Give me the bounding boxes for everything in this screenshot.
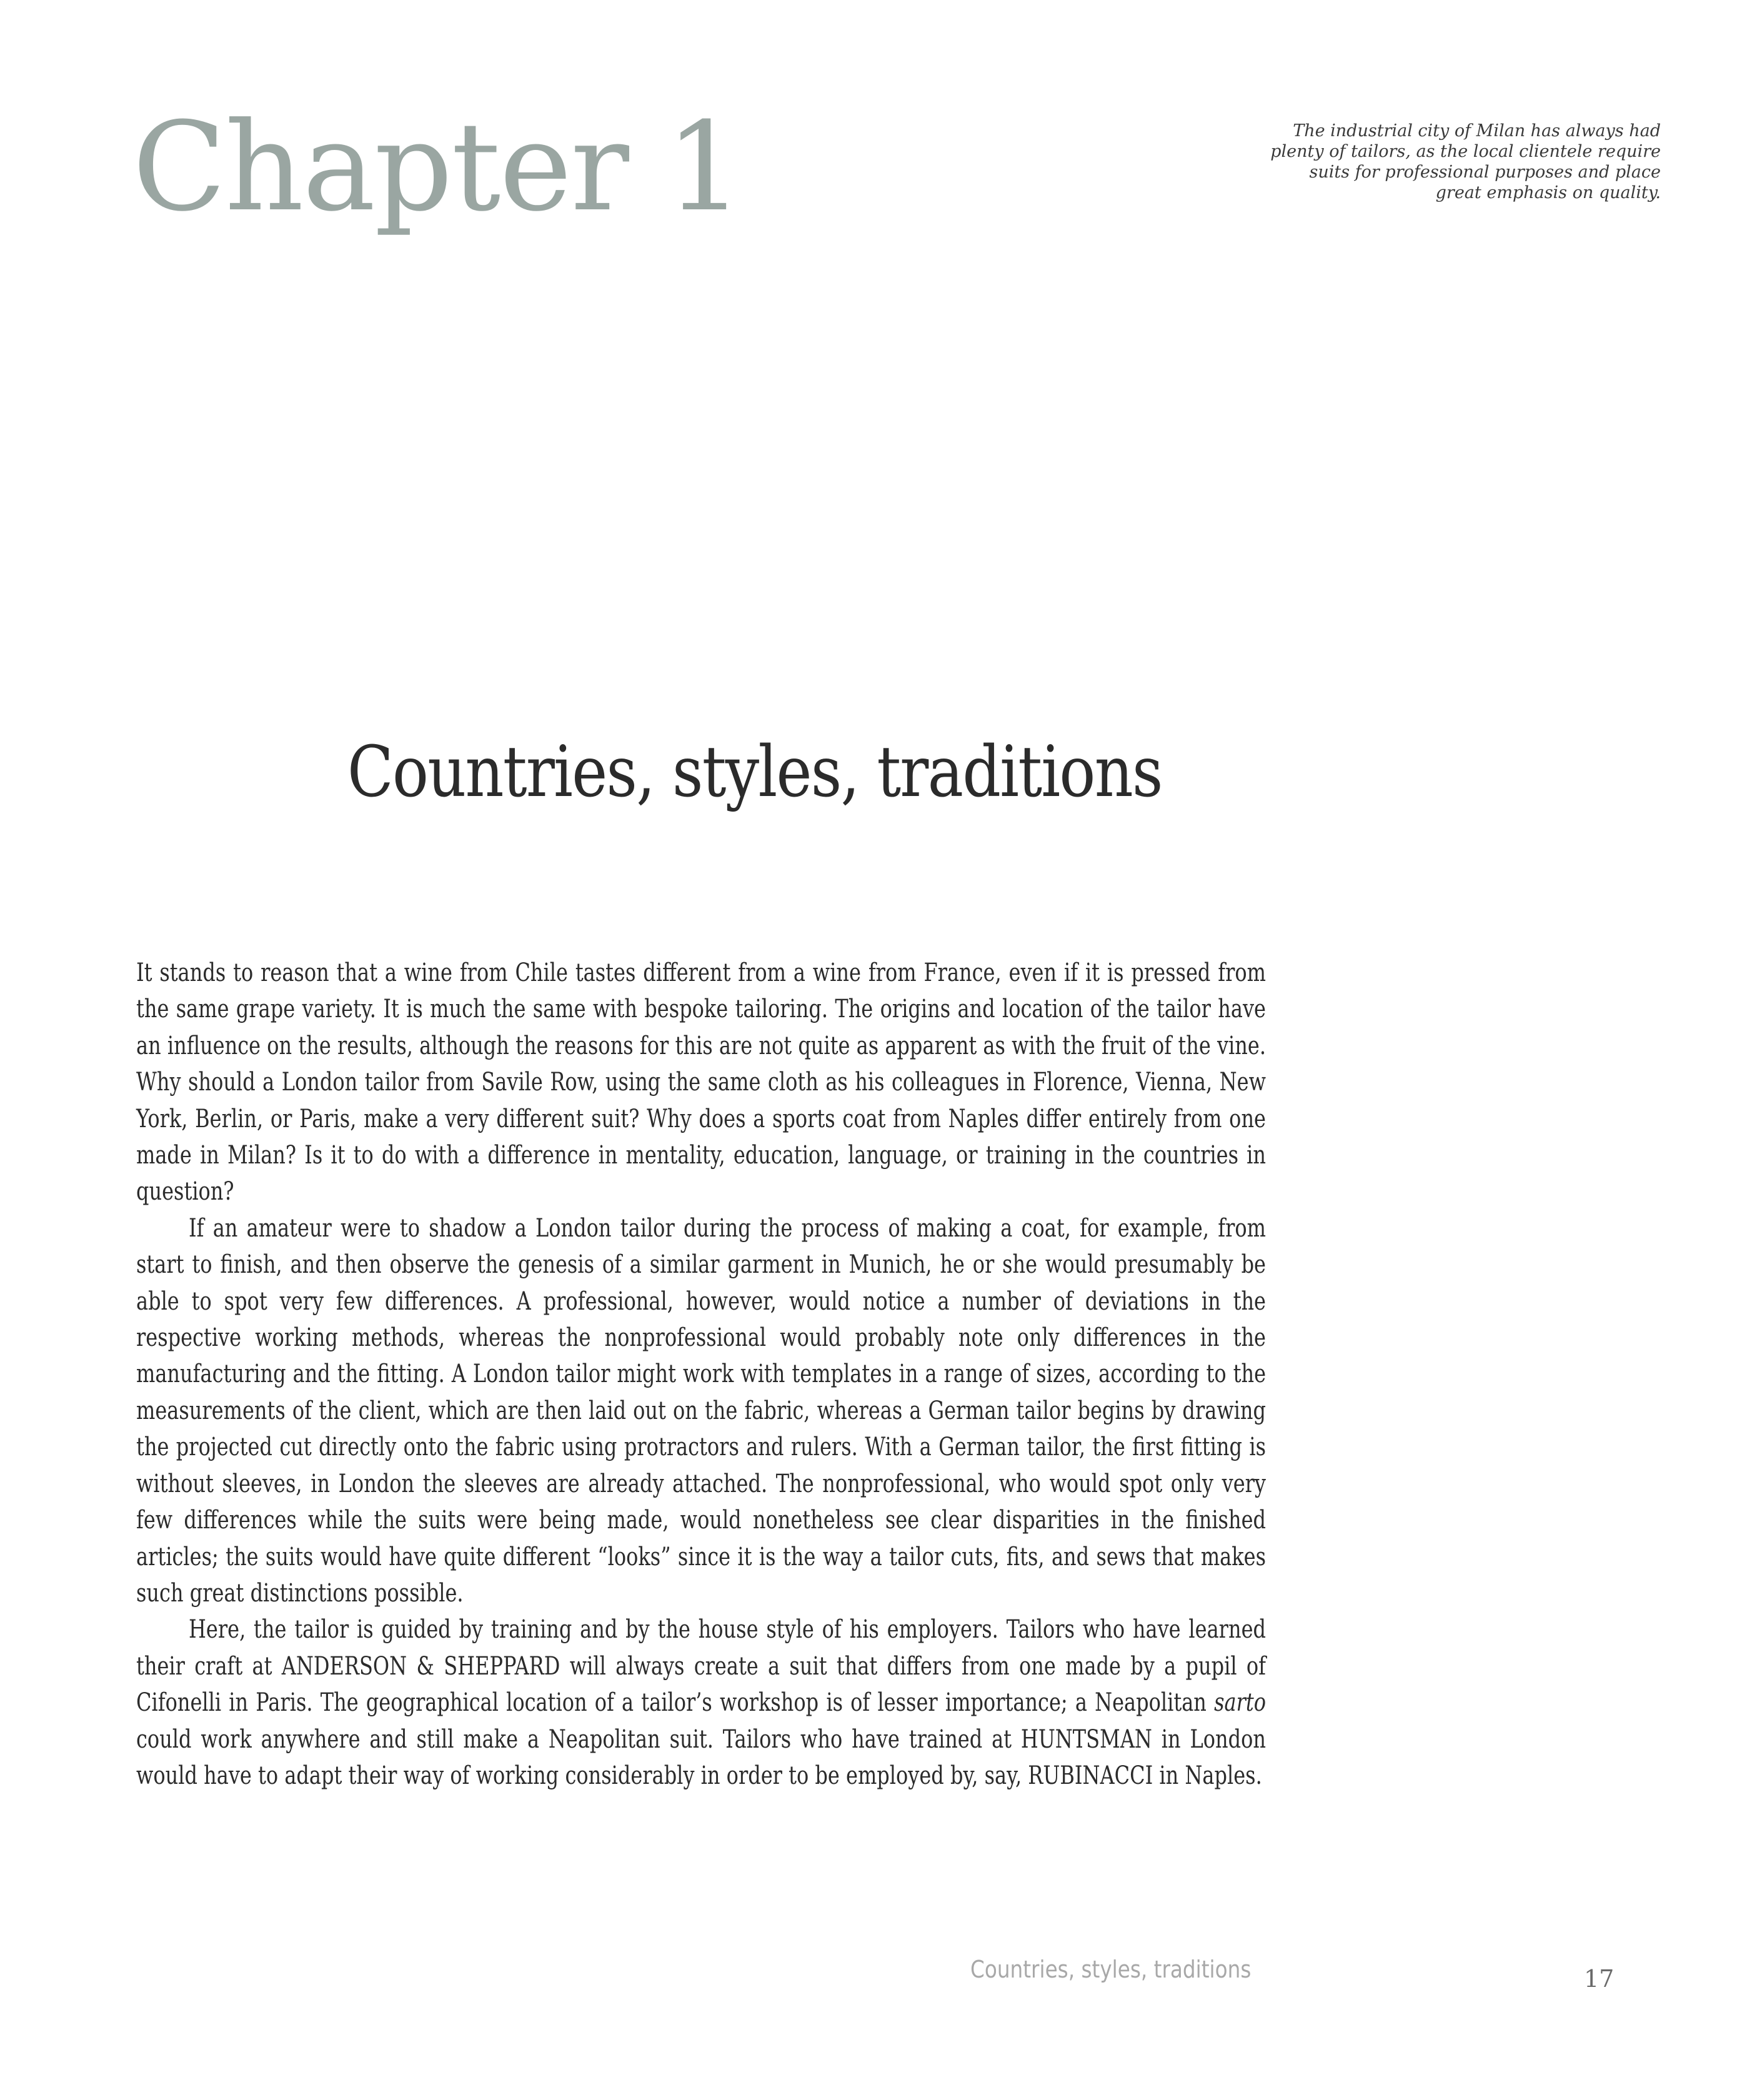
paragraph-1: It stands to reason that a wine from Chile tastes different from a wine from France, even if it is pressed from the same grape variety. It is much the same with bespoke tailoring. The origins and location of the tailor have an influence on the results, although the reasons for this are not quite as apparent as with the fruit of the vine. Why should a London tailor from Savile Row, using the same cloth as his colleagues in Florence, Vienna, New York, Berlin, or Paris, make a very different suit? Why does a sports coat from Naples differ entirely from one made in Milan? Is it to do with a difference in mentality, education, language, or training in the countries in question? — [136, 958, 1266, 1207]
chapter-label: Chapter 1 — [132, 96, 742, 239]
paragraph-3-part-2: could work anywhere and still make a Neapolitan suit. Tailors who have trained at HUNTSMAN in London would have to adapt their way of working considerably in order to be employed by, say, RUBINACCI in Naples. — [136, 1724, 1266, 1790]
photo-caption: The industrial city of Milan has always had plenty of tailors, as the local clientele require suits for professional purposes and place great emphasis on quality. — [1270, 121, 1661, 202]
section-title: Countries, styles, traditions — [347, 732, 1162, 813]
paragraph-2: If an amateur were to shadow a London tailor during the process of making a coat, for example, from start to finish, and then observe the genesis of a similar garment in Munich, he or she would presumably be able to spot very few differences. A professional, however, would notice a number of deviations in the respective working methods, whereas the nonprofessional would probably note only differences in the manufacturing and the fitting. A London tailor might work with templates in a range of sizes, according to the measurements of the client, which are then laid out on the fabric, whereas a German tailor begins by drawing the projected cut directly onto the fabric using protractors and rulers. With a German tailor, the first fitting is without sleeves, in London the sleeves are already attached. The nonprofessional, who would spot only very few differences while the suits were being made, would nonetheless see clear disparities in the finished articles; the suits would have quite different “looks” since it is the way a tailor cuts, fits, and sews that makes such great distinctions possible. — [136, 1213, 1266, 1608]
page-number: 17 — [1584, 1965, 1615, 1993]
italic-term-sarto: sarto — [1214, 1688, 1266, 1718]
running-footer-title: Countries, styles, traditions — [970, 1956, 1252, 1983]
body-text — [136, 955, 1266, 1794]
paragraph-3-part-1: Here, the tailor is guided by training and by the house style of his employers. Tailors who have learned their craft at ANDERSON & SHEPPARD will always create a suit that differs from one made by a pupil of Cifonelli in Paris. The geographical location of a tailor’s workshop is of lesser importance; a Neapolitan — [136, 1615, 1266, 1718]
paragraph-3 — [136, 1611, 1266, 1794]
